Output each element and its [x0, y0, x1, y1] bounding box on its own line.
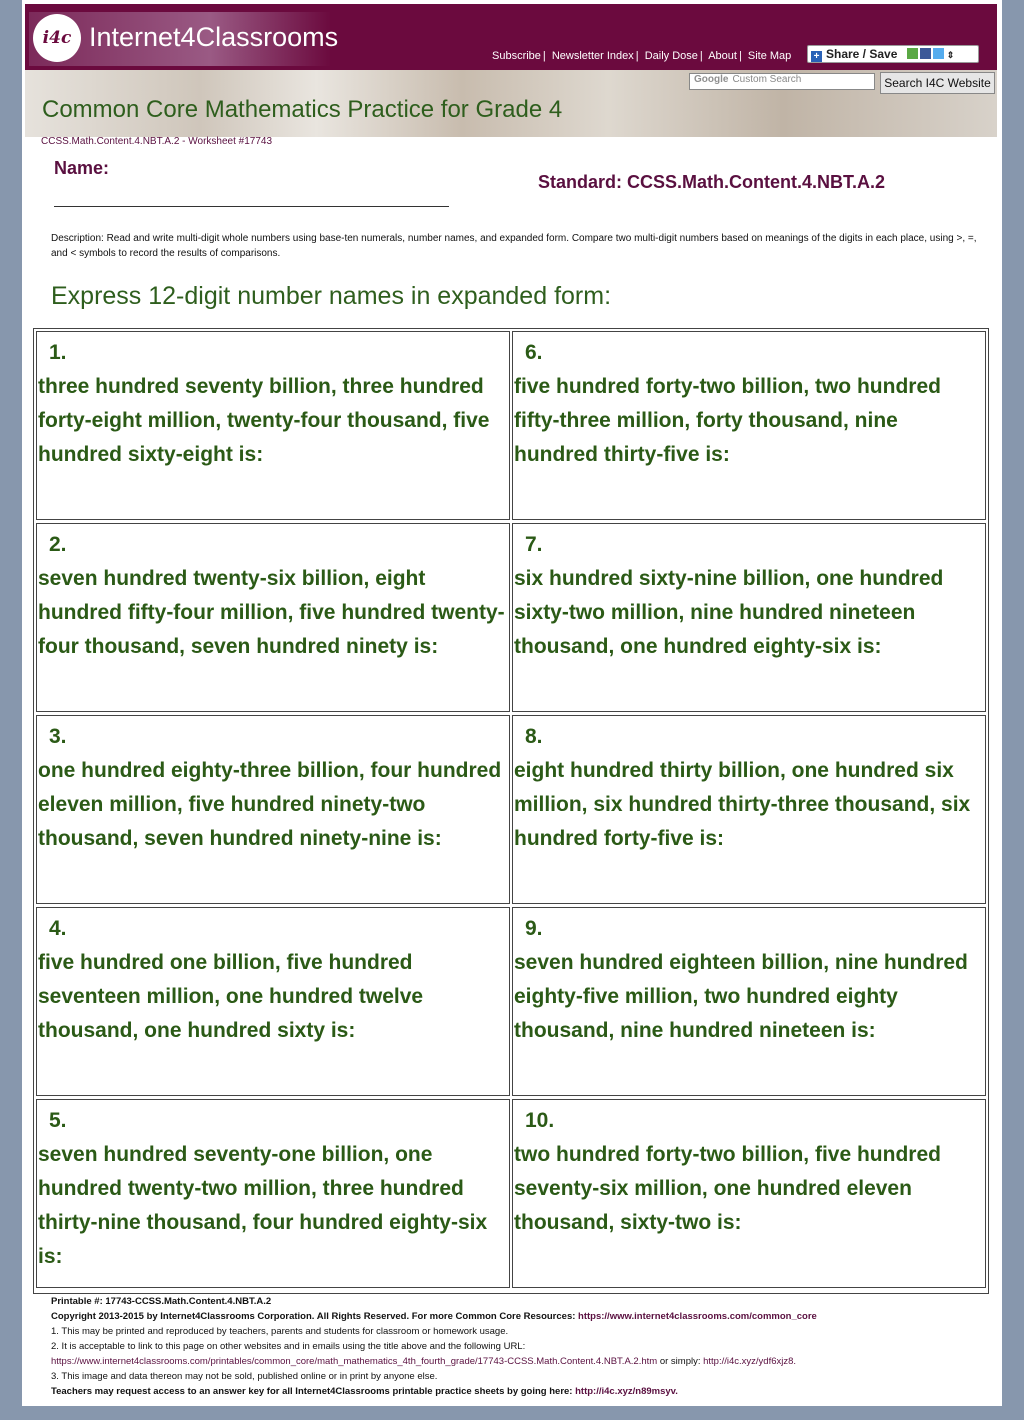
answer-key-link[interactable]: http://i4c.xyz/n89msyv.	[575, 1386, 678, 1397]
logo-text: Internet4Classrooms	[89, 22, 339, 52]
worksheet-page	[22, 0, 1002, 1406]
answer-key-text: Teachers may request access to an answer key for all Internet4Classrooms printable practice sheets by going here:	[51, 1386, 573, 1397]
google-logo: Google	[694, 74, 729, 85]
nav-daily-dose[interactable]: Daily Dose	[644, 50, 698, 62]
printable-number: Printable #: 17743-CCSS.Math.Content.4.NBT.A.2	[51, 1296, 272, 1307]
problem-number: 4.	[49, 917, 67, 940]
problem-number: 9.	[525, 917, 543, 940]
problem-number: 2.	[49, 533, 67, 556]
problem-text: two hundred forty-two billion, five hundred seventy-six million, one hundred eleven thousand, sixty-two is:	[514, 1143, 941, 1234]
problem-text: seven hundred twenty-six billion, eight hundred fifty-four million, five hundred twenty-four thousand, seven hundred ninety is:	[38, 567, 505, 658]
site-logo[interactable]	[29, 12, 339, 66]
nav-about[interactable]: About	[708, 50, 737, 62]
problem-cell	[512, 907, 986, 1096]
problem-text: seven hundred eighteen billion, nine hundred eighty-five million, two hundred eighty thousand, nine hundred nineteen is:	[514, 951, 968, 1042]
problem-cell	[36, 907, 510, 1096]
i4c-logo-icon: i4c	[33, 14, 81, 62]
problem-number: 3.	[49, 725, 67, 748]
search-placeholder: Custom Search	[732, 74, 802, 85]
problem-cell	[36, 331, 510, 520]
name-label: Name:	[54, 158, 110, 178]
footer-note-1: 1. This may be printed and reproduced by teachers, parents and students for classroom or homework usage.	[51, 1326, 509, 1337]
problem-text: one hundred eighty-three billion, four hundred eleven million, five hundred ninety-two thousand, seven hundred ninety-nine is:	[38, 759, 502, 850]
share-label: Share / Save	[826, 47, 898, 61]
problem-cell	[36, 523, 510, 712]
name-line	[54, 206, 449, 207]
problem-cell	[36, 1099, 510, 1288]
nav-newsletter-index[interactable]: Newsletter Index	[551, 50, 634, 62]
share-email-icon	[907, 48, 918, 59]
problem-text: seven hundred seventy-one billion, one hundred twenty-two million, three hundred thirty-nine thousand, four hundred eighty-six is:	[38, 1143, 488, 1268]
problem-cell	[512, 1099, 986, 1288]
problem-text: five hundred one billion, five hundred seventeen million, one hundred twelve thousand, one hundred sixty is:	[38, 951, 424, 1042]
header-bar	[25, 4, 997, 70]
search-button[interactable]: Search I4C Website	[880, 72, 995, 94]
nav-site-map[interactable]: Site Map	[747, 50, 792, 62]
site-header	[25, 4, 997, 137]
share-save-button[interactable]	[807, 45, 979, 63]
footer	[51, 1294, 995, 1399]
problem-text: six hundred sixty-nine billion, one hundred sixty-two million, nine hundred nineteen thousand, one hundred eighty-six is:	[514, 567, 944, 658]
problems-table	[33, 328, 989, 1294]
worksheet-id: CCSS.Math.Content.4.NBT.A.2 - Worksheet #17743	[41, 136, 273, 147]
problem-cell	[512, 523, 986, 712]
footer-note-3: 3. This image and data thereon may not be sold, published online or in print by anyone else.	[51, 1371, 438, 1382]
page-title: Common Core Mathematics Practice for Grade 4	[42, 96, 563, 123]
problem-number: 7.	[525, 533, 543, 556]
copyright-text: Copyright 2013-2015 by Internet4Classrooms Corporation. All Rights Reserved. For more Common Core Resources:	[51, 1311, 576, 1322]
share-plus-icon: +	[811, 51, 822, 62]
problem-cell	[36, 715, 510, 904]
instruction: Express 12-digit number names in expanded form:	[51, 282, 612, 310]
nav-subscribe[interactable]: Subscribe	[492, 50, 541, 62]
problem-number: 1.	[49, 341, 67, 364]
twitter-icon	[933, 48, 944, 59]
answer-key-line	[51, 1384, 995, 1399]
short-url-link[interactable]: http://i4c.xyz/ydf6xjz8.	[703, 1356, 797, 1367]
problem-number: 8.	[525, 725, 543, 748]
copyright-line	[51, 1309, 995, 1324]
description: Description: Read and write multi-digit whole numbers using base-ten numerals, number names, and expanded form. Compare two multi-digit numbers based on meanings of the digits in each place, using >, =, and < symbols to record the results of comparisons.	[51, 233, 977, 259]
problem-cell	[512, 331, 986, 520]
top-nav: Subscribe | Newsletter Index | Daily Dose | About | Site Map	[492, 50, 792, 62]
or-simply-text: or simply:	[659, 1356, 701, 1367]
problem-number: 5.	[49, 1109, 67, 1132]
standard-label: Standard: CCSS.Math.Content.4.NBT.A.2	[538, 172, 886, 192]
facebook-icon	[920, 48, 931, 59]
problem-cell	[512, 715, 986, 904]
problem-number: 6.	[525, 341, 543, 364]
footer-url-line	[51, 1354, 995, 1369]
problem-text: eight hundred thirty billion, one hundred six million, six hundred thirty-three thousand, six hundred forty-five is:	[514, 759, 971, 850]
footer-note-2: 2. It is acceptable to link to this page on other websites and in emails using the title above and the following URL:	[51, 1341, 526, 1352]
worksheet-url-link[interactable]: https://www.internet4classrooms.com/printables/common_core/math_mathematics_4th_fourth_grade/17743-CCSS.Math.Content.4.NBT.A.2.htm	[51, 1356, 658, 1367]
problem-text: five hundred forty-two billion, two hundred fifty-three million, forty thousand, nine hundred thirty-five is:	[514, 375, 941, 466]
search-input[interactable]	[689, 73, 875, 90]
problem-text: three hundred seventy billion, three hundred forty-eight million, twenty-four thousand, five hundred sixty-eight is:	[38, 375, 490, 466]
problem-number: 10.	[525, 1109, 555, 1132]
dropdown-arrows-icon: ⇕	[946, 50, 955, 60]
common-core-link[interactable]: https://www.internet4classrooms.com/common_core	[578, 1311, 817, 1322]
